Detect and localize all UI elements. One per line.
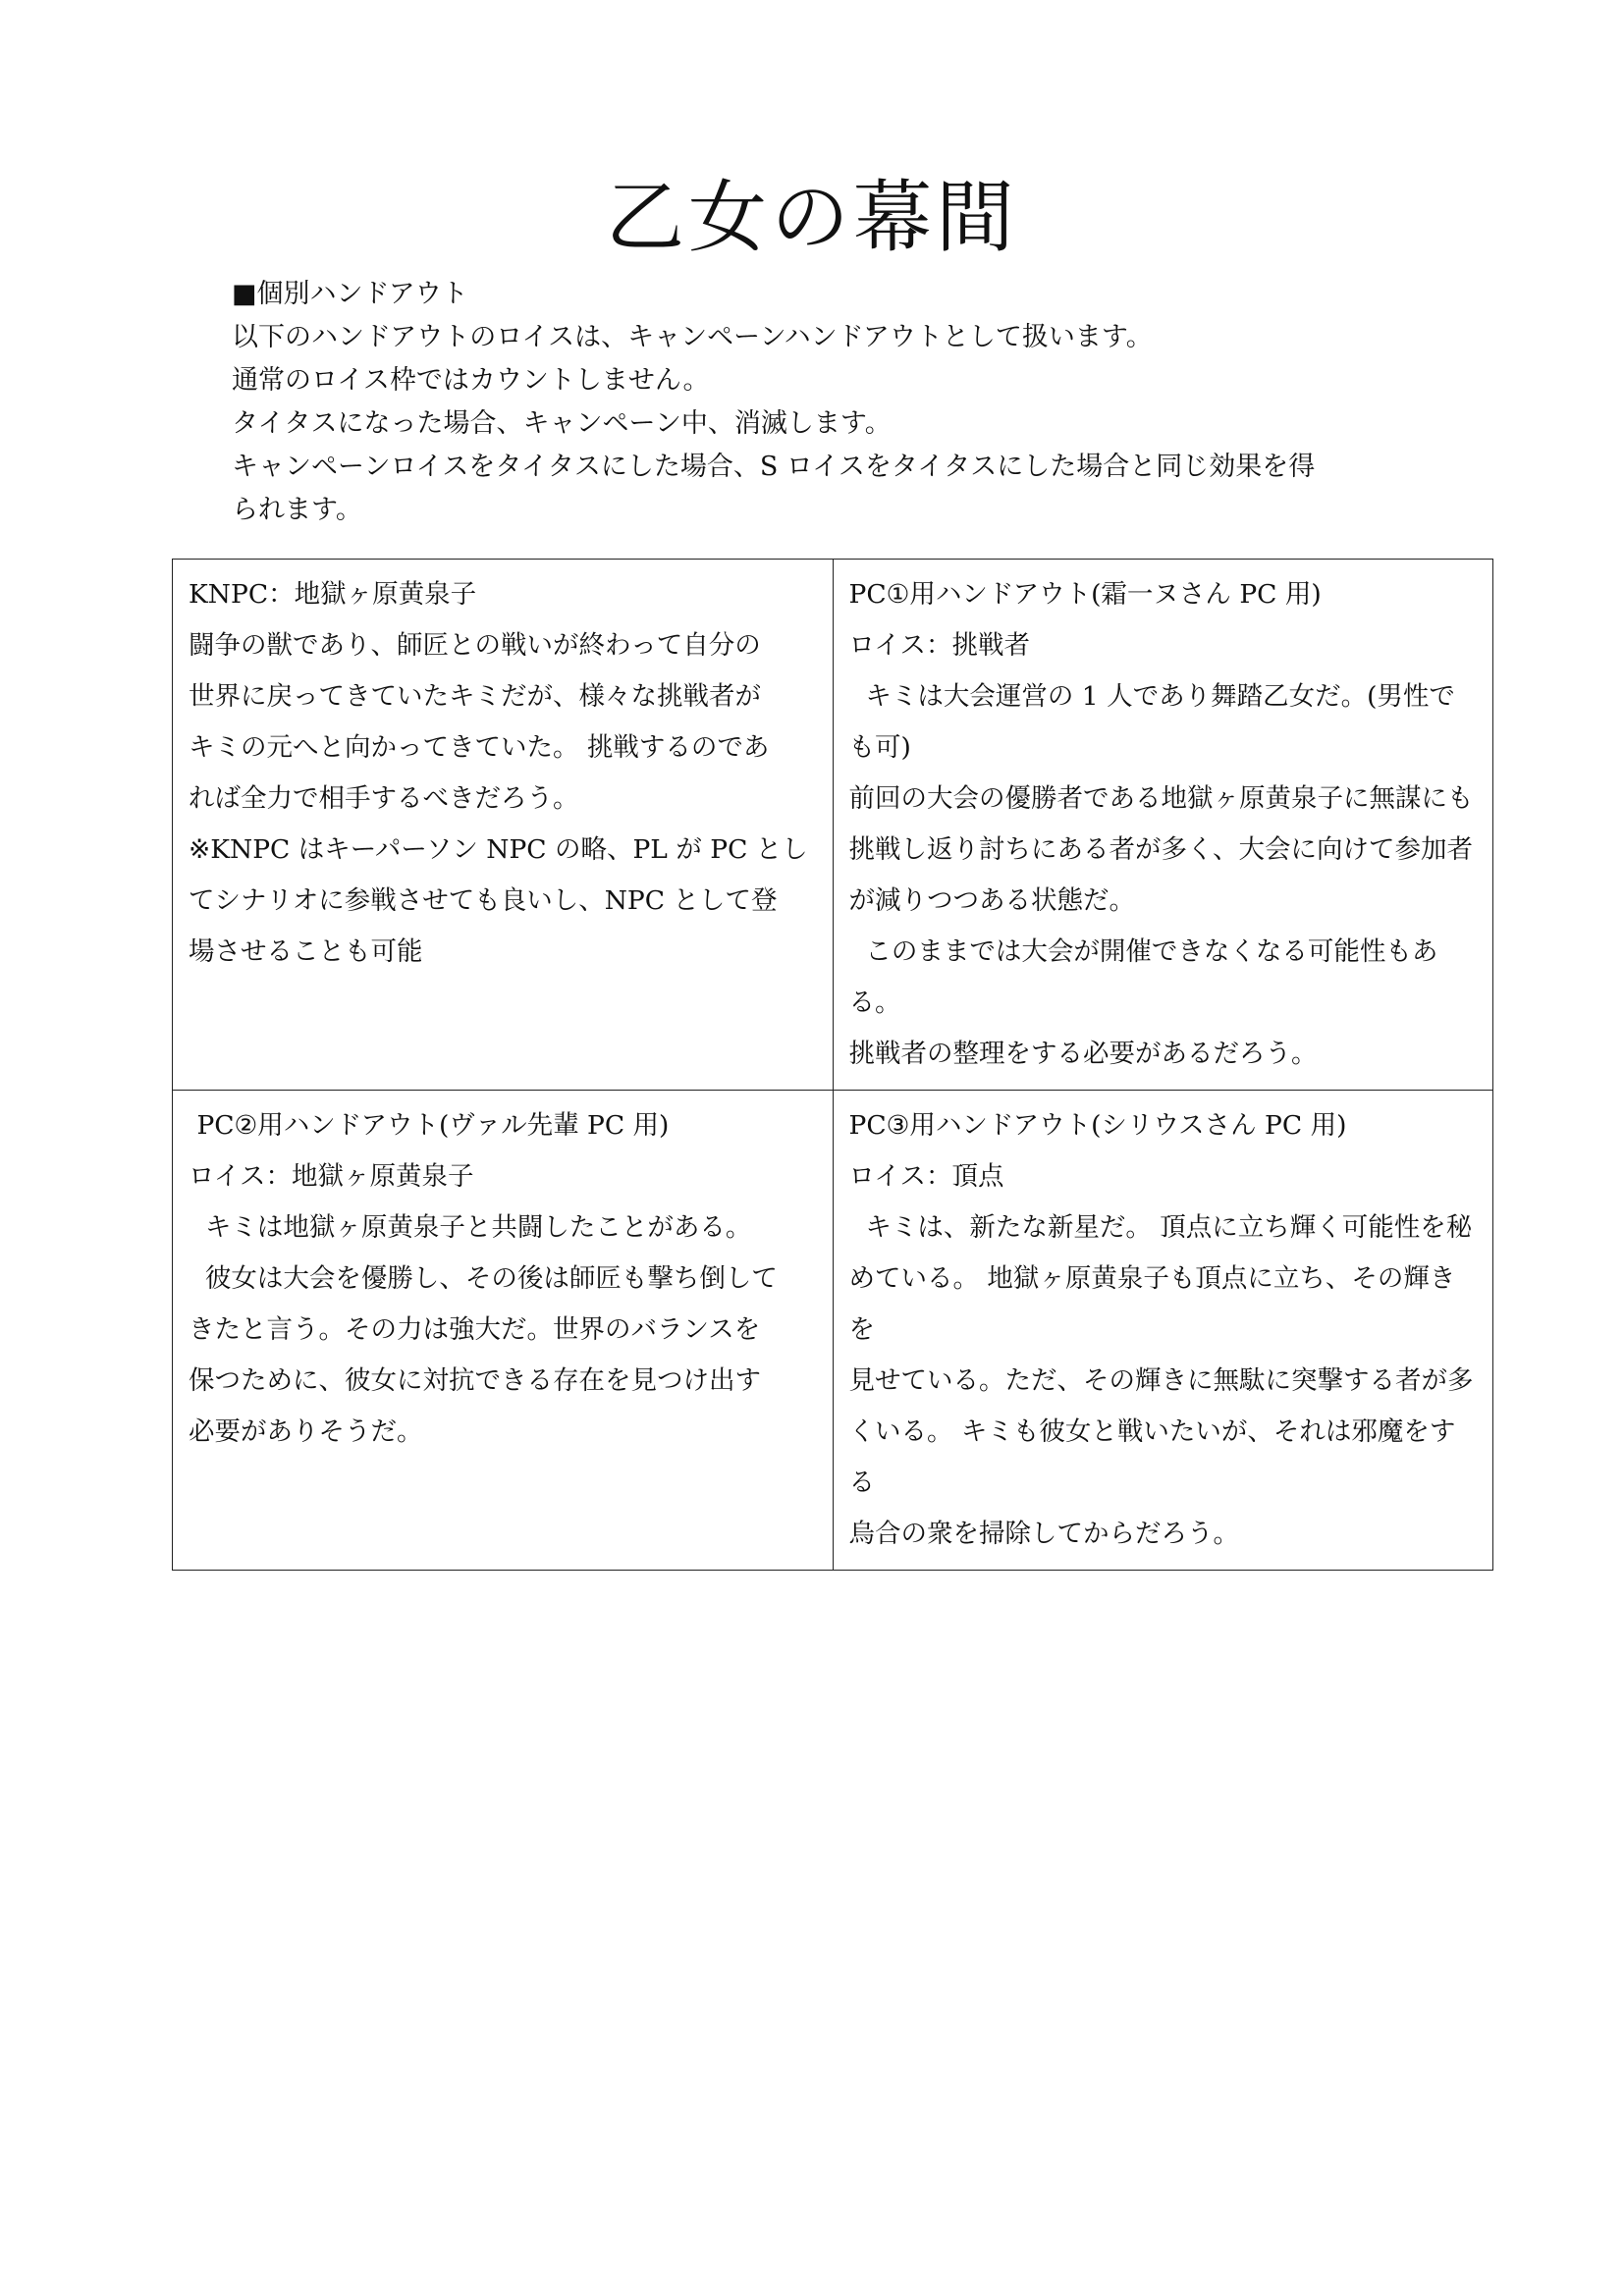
handout-line: 闘争の獣であり、師匠との戦いが終わって自分の — [189, 630, 761, 661]
handout-header: PC③用ハンドアウト(シリウスさん PC 用) — [848, 1110, 1347, 1141]
handout-line: 見せている。ただ、その輝きに無駄に突撃する者が多 — [848, 1365, 1474, 1396]
intro-line: キャンペーンロイスをタイタスにした場合、S ロイスをタイタスにした場合と同じ効果を得 — [232, 452, 1316, 482]
intro-line: られます。 — [232, 495, 362, 525]
handout-line: めている。 地獄ヶ原黄泉子も頂点に立ち、その輝きを — [848, 1263, 1456, 1345]
handout-line: 挑戦し返り討ちにある者が多く、大会に向けて参加者 — [848, 834, 1473, 865]
page-title: 乙女の幕間 — [606, 171, 1018, 263]
handout-line: キミは地獄ヶ原黄泉子と共闘したことがある。 — [189, 1212, 752, 1243]
handout-header: PC②用ハンドアウト(ヴァル先輩 PC 用) — [189, 1110, 670, 1141]
handout-cell-pc1 — [833, 560, 1493, 1091]
handout-line: 彼女は大会を優勝し、その後は師匠も撃ち倒して — [189, 1263, 778, 1294]
handout-line: 前回の大会の優勝者である地獄ヶ原黄泉子に無謀にも — [848, 783, 1474, 814]
handout-line: ※KNPC はキーパーソン NPC の略、PL が PC とし — [189, 834, 808, 865]
handout-line: ロイス：挑戦者 — [848, 630, 1030, 661]
intro-line: 通常のロイス枠ではカウントしません。 — [232, 365, 710, 396]
intro-line: 以下のハンドアウトのロイスは、キャンペーンハンドアウトとして扱います。 — [232, 322, 1153, 352]
handout-line: このままでは大会が開催できなくなる可能性もある。 — [848, 936, 1438, 1018]
handout-line: ロイス：頂点 — [848, 1161, 1004, 1192]
handout-line: キミの元へと向かってきていた。 挑戦するのであ — [189, 732, 770, 763]
handout-line: きたと言う。その力は強大だ。世界のバランスを — [189, 1314, 761, 1345]
handout-cell-knpc — [173, 560, 834, 1091]
section-heading: ■個別ハンドアウト — [232, 279, 468, 309]
handout-line: キミは大会運営の 1 人であり舞踏乙女だ。(男性でも可) — [848, 681, 1455, 763]
handout-header: PC①用ハンドアウト(霜一ヌさん PC 用) — [848, 579, 1322, 610]
handout-cell-pc3 — [833, 1091, 1493, 1571]
handout-line: 保つために、彼女に対抗できる存在を見つけ出す — [189, 1365, 761, 1396]
handout-line: 場させることも可能 — [189, 936, 423, 967]
handout-line: 挑戦者の整理をする必要があるだろう。 — [848, 1039, 1318, 1069]
handout-table — [172, 559, 1493, 1571]
table-row — [173, 1091, 1493, 1571]
handout-line: キミは、新たな新星だ。 頂点に立ち輝く可能性を秘 — [848, 1212, 1473, 1243]
handout-line: れば全力で相手するべきだろう。 — [189, 783, 579, 814]
handout-line: 烏合の衆を掃除してからだろう。 — [848, 1519, 1239, 1549]
handout-line: てシナリオに参戦させても良いし、NPC として登 — [189, 885, 778, 916]
handout-line: ロイス：地獄ヶ原黄泉子 — [189, 1161, 474, 1192]
handout-cell-pc2 — [173, 1091, 834, 1571]
handout-line: 必要がありそうだ。 — [189, 1416, 423, 1447]
intro-line: タイタスになった場合、キャンペーン中、消滅します。 — [232, 408, 892, 439]
table-row — [173, 560, 1493, 1091]
handout-line: 世界に戻ってきていたキミだが、様々な挑戦者が — [189, 681, 761, 712]
intro-section — [232, 273, 1410, 532]
handout-header: KNPC：地獄ヶ原黄泉子 — [189, 579, 477, 610]
handout-line: くいる。 キミも彼女と戦いたいが、それは邪魔をする — [848, 1416, 1456, 1498]
handout-line: が減りつつある状態だ。 — [848, 885, 1135, 916]
